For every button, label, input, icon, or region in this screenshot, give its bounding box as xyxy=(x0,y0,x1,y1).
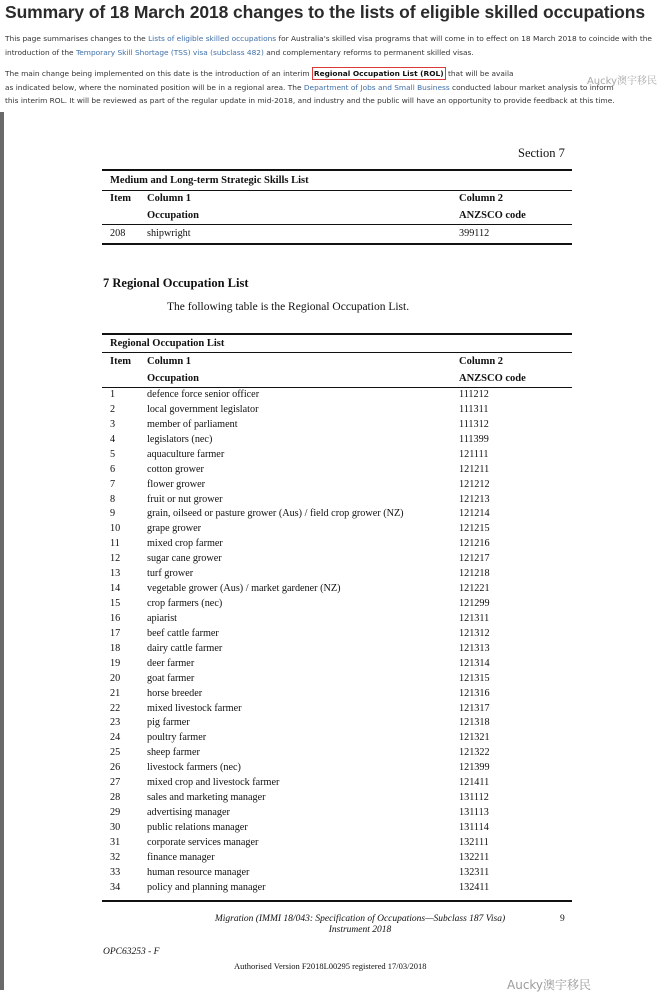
row-anzsco-code: 399112 xyxy=(459,228,490,239)
table-row xyxy=(4,792,663,807)
row-item: 20 xyxy=(110,672,121,684)
row-item: 8 xyxy=(110,493,116,505)
row-occupation: legislators (nec) xyxy=(147,433,213,445)
intro-line-2: introduction of the Temporary Skill Shortage (TSS) visa (subclass 482) and complementary reforms to permanent skilled visas. xyxy=(5,48,474,57)
table-row xyxy=(4,822,663,837)
table-row xyxy=(4,419,663,434)
row-item: 33 xyxy=(110,866,121,878)
row-occupation: finance manager xyxy=(147,851,215,863)
row-occupation: pig farmer xyxy=(147,717,190,729)
row-occupation: horse breeder xyxy=(147,687,203,699)
watermark-top: Aucky澳宇移民 xyxy=(586,76,657,87)
row-occupation: fruit or nut grower xyxy=(147,493,223,505)
row-item: 9 xyxy=(110,508,116,520)
row-occupation: aquaculture farmer xyxy=(147,448,225,460)
row-item: 4 xyxy=(110,433,116,445)
page-title: Summary of 18 March 2018 changes to the lists of eligible skilled occupations xyxy=(5,2,645,22)
row-anzsco-code: 121213 xyxy=(459,493,490,505)
table-row xyxy=(4,228,663,243)
row-anzsco-code: 121214 xyxy=(459,508,490,520)
row-anzsco-code: 121315 xyxy=(459,672,490,684)
row-anzsco-code: 131112 xyxy=(459,792,489,804)
row-item: 12 xyxy=(110,553,121,565)
table1-header-rule xyxy=(102,224,572,225)
row-occupation: vegetable grower (Aus) / market gardener (NZ) xyxy=(147,583,341,595)
row-occupation: member of parliament xyxy=(147,418,238,430)
table-row xyxy=(4,404,663,419)
row-item: 22 xyxy=(110,702,121,714)
table-row xyxy=(4,703,663,718)
row-item: 2 xyxy=(110,403,116,415)
table2-title-rule xyxy=(102,352,572,353)
table-row xyxy=(4,732,663,747)
row-item: 19 xyxy=(110,657,121,669)
row-occupation: mixed livestock farmer xyxy=(147,702,242,714)
row-item: 18 xyxy=(110,642,121,654)
row-anzsco-code: 111311 xyxy=(459,403,489,415)
table1-top-rule xyxy=(102,169,572,171)
row-anzsco-code: 121313 xyxy=(459,642,490,654)
row-occupation: cotton grower xyxy=(147,463,204,475)
row-anzsco-code: 121216 xyxy=(459,538,490,550)
table-row xyxy=(4,777,663,792)
table-row xyxy=(4,613,663,628)
row-item: 3 xyxy=(110,418,116,430)
footer-title-line2: Instrument 2018 xyxy=(328,925,392,935)
table-row xyxy=(4,464,663,479)
row-occupation: sugar cane grower xyxy=(147,553,222,565)
document-page xyxy=(4,112,663,990)
table2-col2-header: Column 2 xyxy=(459,356,504,367)
row-anzsco-code: 121316 xyxy=(459,687,490,699)
row-occupation: public relations manager xyxy=(147,821,248,833)
row-anzsco-code: 121322 xyxy=(459,747,490,759)
row-anzsco-code: 132211 xyxy=(459,851,490,863)
row-item: 27 xyxy=(110,777,121,789)
row-item: 5 xyxy=(110,448,116,460)
row-occupation: livestock farmers (nec) xyxy=(147,762,241,774)
table-row xyxy=(4,747,663,762)
table2-item-header: Item xyxy=(110,356,131,367)
row-anzsco-code: 132411 xyxy=(459,881,490,893)
row-anzsco-code: 121314 xyxy=(459,657,490,669)
row-anzsco-code: 121399 xyxy=(459,762,490,774)
rol-highlight: Regional Occupation List (ROL) xyxy=(313,69,444,78)
table-row xyxy=(4,837,663,852)
row-anzsco-code: 121318 xyxy=(459,717,490,729)
row-anzsco-code: 121212 xyxy=(459,478,490,490)
row-occupation: human resource manager xyxy=(147,866,250,878)
table2-col2-sub: ANZSCO code xyxy=(459,373,526,384)
table-row xyxy=(4,807,663,822)
row-occupation: local government legislator xyxy=(147,403,259,415)
table-row xyxy=(4,688,663,703)
table2-header-rule xyxy=(102,387,572,388)
table-row xyxy=(4,494,663,509)
rol-line-3: this interim ROL. It will be reviewed as part of the regular update in mid-2018, and industry and the public will have an opportunity to provide feedback at this time. xyxy=(5,96,615,105)
table2-col1-sub: Occupation xyxy=(147,373,199,384)
row-item: 15 xyxy=(110,598,121,610)
row-anzsco-code: 121218 xyxy=(459,568,490,580)
table1-col2-header: Column 2 xyxy=(459,193,504,204)
opc-code: OPC63253 - F xyxy=(103,947,160,957)
table1-item-header: Item xyxy=(110,193,131,204)
table1-bottom-rule xyxy=(102,243,572,245)
tss-visa-link[interactable]: Temporary Skill Shortage (TSS) visa (subclass 482) xyxy=(75,48,264,57)
table-row xyxy=(4,628,663,643)
row-occupation: mixed crop and livestock farmer xyxy=(147,777,280,789)
row-anzsco-code: 121311 xyxy=(459,612,490,624)
table2-top-rule xyxy=(102,333,572,335)
table-row xyxy=(4,434,663,449)
row-occupation: shipwright xyxy=(147,228,191,239)
row-occupation: corporate services manager xyxy=(147,836,259,848)
table1-title-rule xyxy=(102,190,572,191)
row-anzsco-code: 121221 xyxy=(459,583,490,595)
row-occupation: goat farmer xyxy=(147,672,195,684)
row-occupation: deer farmer xyxy=(147,657,195,669)
row-anzsco-code: 121411 xyxy=(459,777,490,789)
row-item: 24 xyxy=(110,732,121,744)
row-item: 28 xyxy=(110,792,121,804)
footer-title-line1: Migration (IMMI 18/043: Specification of Occupations—Subclass 187 Visa) xyxy=(214,914,506,924)
row-item: 23 xyxy=(110,717,121,729)
row-item: 17 xyxy=(110,627,121,639)
row-anzsco-code: 121111 xyxy=(459,448,489,460)
row-anzsco-code: 121211 xyxy=(459,463,490,475)
table-row xyxy=(4,673,663,688)
row-item: 208 xyxy=(110,228,126,239)
row-item: 31 xyxy=(110,836,121,848)
row-anzsco-code: 121217 xyxy=(459,553,490,565)
table-row xyxy=(4,867,663,882)
row-anzsco-code: 131114 xyxy=(459,821,489,833)
page-number: 9 xyxy=(560,914,565,924)
table-row xyxy=(4,658,663,673)
row-anzsco-code: 121317 xyxy=(459,702,490,714)
table-row xyxy=(4,523,663,538)
table1-col1-sub: Occupation xyxy=(147,210,199,221)
rol-line-1: The main change being implemented on this date is the introduction of an interim Regional Occupation List (ROL) that will be availa xyxy=(5,69,514,78)
intro-line-1: This page summarises changes to the Lists of eligible skilled occupations for Australia's skilled visa programs that will come in to effect on 18 March 2018 to coincide with the xyxy=(5,34,652,43)
row-anzsco-code: 132311 xyxy=(459,866,490,878)
row-occupation: turf grower xyxy=(147,568,194,580)
row-item: 21 xyxy=(110,687,121,699)
row-item: 25 xyxy=(110,747,121,759)
table-row xyxy=(4,717,663,732)
row-anzsco-code: 121321 xyxy=(459,732,490,744)
row-anzsco-code: 121299 xyxy=(459,598,490,610)
row-occupation: dairy cattle farmer xyxy=(147,642,223,654)
row-item: 16 xyxy=(110,612,121,624)
table-row xyxy=(4,389,663,404)
row-anzsco-code: 111399 xyxy=(459,433,489,445)
table-row xyxy=(4,449,663,464)
watermark-bottom: Aucky澳宇移民 xyxy=(507,978,592,992)
authorised-version: Authorised Version F2018L00295 registered 17/03/2018 xyxy=(234,961,427,971)
table-row xyxy=(4,598,663,613)
table1-title: Medium and Long-term Strategic Skills List xyxy=(110,175,309,186)
jobs-department-link[interactable]: Department of Jobs and Small Business xyxy=(303,83,450,92)
row-item: 32 xyxy=(110,851,121,863)
table1-col2-sub: ANZSCO code xyxy=(459,210,526,221)
row-anzsco-code: 111312 xyxy=(459,418,489,430)
table-row xyxy=(4,508,663,523)
row-anzsco-code: 132111 xyxy=(459,836,489,848)
row-occupation: apiarist xyxy=(147,612,177,624)
table-row xyxy=(4,762,663,777)
row-occupation: sales and marketing manager xyxy=(147,792,266,804)
table-row xyxy=(4,583,663,598)
table-row xyxy=(4,538,663,553)
section-label: Section 7 xyxy=(518,146,565,160)
table-row xyxy=(4,553,663,568)
footer-title xyxy=(200,914,520,936)
table-row xyxy=(4,568,663,583)
row-occupation: defence force senior officer xyxy=(147,389,260,400)
row-item: 7 xyxy=(110,478,116,490)
row-item: 11 xyxy=(110,538,120,550)
row-occupation: beef cattle farmer xyxy=(147,627,219,639)
row-occupation: mixed crop farmer xyxy=(147,538,223,550)
row-item: 1 xyxy=(110,389,116,400)
row-anzsco-code: 131113 xyxy=(459,807,489,819)
row-anzsco-code: 111212 xyxy=(459,389,489,400)
rol-line-2: as indicated below, where the nominated position will be in a regional area. The Department of Jobs and Small Business conducted labour market analysis to inform xyxy=(5,83,614,92)
table-row xyxy=(4,852,663,867)
row-anzsco-code: 121312 xyxy=(459,627,490,639)
row-item: 14 xyxy=(110,583,121,595)
table2-bottom-rule xyxy=(102,900,572,902)
row-occupation: sheep farmer xyxy=(147,747,200,759)
row-occupation: grape grower xyxy=(147,523,202,535)
row-anzsco-code: 121215 xyxy=(459,523,490,535)
section-intro: The following table is the Regional Occupation List. xyxy=(167,301,410,313)
eligible-occupations-link[interactable]: Lists of eligible skilled occupations xyxy=(148,34,277,43)
table2-title: Regional Occupation List xyxy=(110,338,225,349)
section-heading: 7 Regional Occupation List xyxy=(103,276,249,290)
table-row xyxy=(4,643,663,658)
row-item: 6 xyxy=(110,463,116,475)
table1-col1-header: Column 1 xyxy=(147,193,192,204)
row-item: 10 xyxy=(110,523,121,535)
row-occupation: crop farmers (nec) xyxy=(147,598,223,610)
row-occupation: policy and planning manager xyxy=(147,881,266,893)
row-occupation: flower grower xyxy=(147,478,205,490)
row-occupation: poultry farmer xyxy=(147,732,207,744)
row-item: 13 xyxy=(110,568,121,580)
table-row xyxy=(4,479,663,494)
web-header xyxy=(0,0,663,112)
row-occupation: advertising manager xyxy=(147,807,230,819)
row-item: 34 xyxy=(110,881,121,893)
row-item: 30 xyxy=(110,821,121,833)
row-item: 26 xyxy=(110,762,121,774)
row-occupation: grain, oilseed or pasture grower (Aus) / field crop grower (NZ) xyxy=(147,508,404,520)
row-item: 29 xyxy=(110,807,121,819)
table-row xyxy=(4,882,663,897)
table2-col1-header: Column 1 xyxy=(147,356,192,367)
